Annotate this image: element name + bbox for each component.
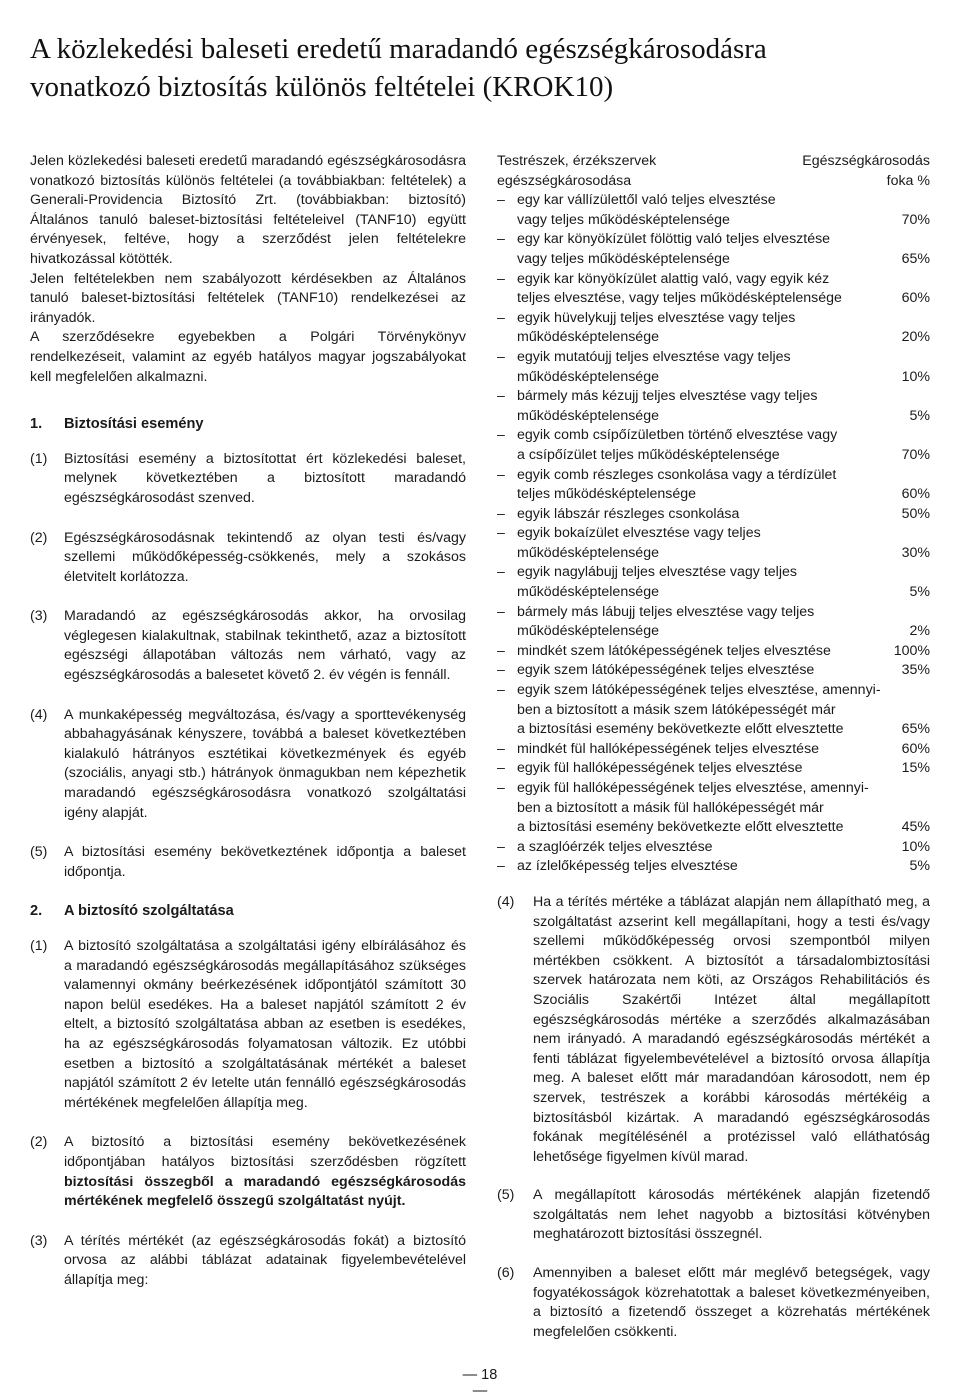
row-dash: – xyxy=(497,838,505,855)
table-row xyxy=(497,838,930,858)
clause-number: (5) xyxy=(497,1187,515,1204)
section-heading-2 xyxy=(30,902,466,922)
table-row xyxy=(497,622,930,642)
row-percentage: 65% xyxy=(901,721,930,738)
clause-number: (6) xyxy=(497,1265,515,1282)
row-description: egyik bokaízület elvesztése vagy teljes xyxy=(517,525,761,542)
row-percentage: 60% xyxy=(901,486,930,503)
row-percentage xyxy=(882,563,930,583)
clause-text: A biztosítási esemény bekövetkeztének időpontja a baleset időpontja. xyxy=(64,844,466,880)
table-row xyxy=(497,701,930,721)
row-dash xyxy=(497,250,517,270)
table-row xyxy=(497,230,930,250)
clause-text: Amennyiben a baleset előtt már meglévő betegségek, vagy fogyatékosságok közrehatottak a baleset következményeiben, a biztosító a fizetendő összeget a közrehatás mértékének megfelelően csökkenti. xyxy=(533,1265,930,1340)
row-description: vagy teljes működésképtelensége xyxy=(517,250,730,267)
table-row xyxy=(497,583,930,603)
row-dash xyxy=(497,544,517,564)
clause-item xyxy=(30,607,466,685)
clause-text: A térítés mértékét (az egészségkárosodás fokát) a biztosító orvosa az alábbi táblázat adatainak figyelembevételével állapítja meg: xyxy=(64,1232,466,1288)
row-description: egyik nagylábujj teljes elvesztése vagy teljes xyxy=(517,564,797,581)
table-row xyxy=(497,446,930,466)
row-percentage: 5% xyxy=(909,858,930,875)
section-heading-1 xyxy=(30,415,466,435)
row-dash: – xyxy=(497,525,505,542)
row-dash: – xyxy=(497,858,505,875)
row-percentage: 2% xyxy=(909,623,930,640)
table-row xyxy=(497,387,930,407)
row-description: egyik fül hallóképességének teljes elvesztése xyxy=(517,760,803,777)
page-number: — 18 — xyxy=(462,1367,498,1399)
table-row xyxy=(497,191,930,211)
row-dash xyxy=(497,818,517,838)
row-description: teljes elvesztése, vagy teljes működésképtelensége xyxy=(517,290,842,307)
row-description: mindkét fül hallóképességének teljes elvesztése xyxy=(517,740,820,757)
table-row xyxy=(497,505,930,525)
row-description: működésképtelensége xyxy=(517,584,659,601)
row-percentage xyxy=(882,426,930,446)
table-header-left-line: Testrészek, érzékszervek xyxy=(497,153,657,169)
clause-item xyxy=(30,843,466,882)
row-description: egyik comb részleges csonkolása vagy a térdízület xyxy=(517,466,837,483)
clause-text xyxy=(64,1133,466,1211)
row-percentage: 35% xyxy=(901,662,930,679)
row-percentage xyxy=(882,387,930,407)
table-row xyxy=(497,759,930,779)
row-description: ben a biztosított a másik szem látóképességét már xyxy=(517,701,836,718)
row-dash: – xyxy=(497,564,505,581)
row-description: a csípőízület teljes működésképtelensége xyxy=(517,446,780,463)
row-dash xyxy=(497,701,517,721)
row-percentage xyxy=(882,799,930,819)
row-percentage: 70% xyxy=(901,446,930,463)
table-row xyxy=(497,270,930,290)
clause-text: A megállapított károsodás mértékének alapján fizetendő szolgáltatás nem lehet nagyobb a biztosítási kötvényben meghatározott biztosítási összegnél. xyxy=(533,1187,930,1243)
section-title: Biztosítási esemény xyxy=(64,416,204,433)
row-description: bármely más lábujj teljes elvesztése vagy teljes xyxy=(517,603,815,620)
row-description: egy kar könyökízület fölöttig való teljes elvesztése xyxy=(517,231,831,248)
table-row xyxy=(497,681,930,701)
table-row xyxy=(497,250,930,270)
clause-number: (4) xyxy=(497,893,515,910)
row-dash: – xyxy=(497,192,505,209)
table-header-right-line: foka % xyxy=(886,172,930,189)
intro xyxy=(30,152,466,387)
row-dash: – xyxy=(497,760,505,777)
table-row xyxy=(497,799,930,819)
left-column xyxy=(30,152,466,1311)
row-percentage xyxy=(882,603,930,623)
row-percentage: 5% xyxy=(909,584,930,601)
row-dash: – xyxy=(497,662,505,679)
injury-table xyxy=(497,191,930,877)
clause-text: Biztosítási esemény a biztosítottat ért közlekedési baleset, melynek következtében a biztosított maradandó egészségkárosodást szenved. xyxy=(64,450,466,506)
row-percentage xyxy=(882,270,930,290)
table-row xyxy=(497,603,930,623)
row-description: vagy teljes működésképtelensége xyxy=(517,211,730,228)
title-line-2: vonatkozó biztosítás különös feltételei (KROK10) xyxy=(30,71,614,103)
page-title xyxy=(30,30,930,106)
row-percentage: 60% xyxy=(901,290,930,307)
row-dash: – xyxy=(497,505,505,522)
table-row xyxy=(497,642,930,662)
table-row xyxy=(497,407,930,427)
row-percentage: 10% xyxy=(901,838,930,855)
clause-number: (4) xyxy=(30,706,48,723)
clause-item xyxy=(30,529,466,588)
intro-paragraph: Jelen feltételekben nem szabályozott kérdésekben az Általános tanuló baleset-biztosítási feltételek (TANF10) rendelkezései az irányadók. xyxy=(30,270,466,326)
row-percentage: 45% xyxy=(901,819,930,836)
row-dash: – xyxy=(497,603,505,620)
row-percentage xyxy=(882,348,930,368)
row-percentage: 10% xyxy=(901,368,930,385)
clause-item xyxy=(30,1232,466,1291)
row-description: teljes működésképtelensége xyxy=(517,486,697,503)
row-description: egyik szem látóképességének teljes elvesztése, amennyi- xyxy=(517,682,881,699)
clause-number: (1) xyxy=(30,938,48,954)
clause-item xyxy=(30,706,466,824)
row-percentage xyxy=(882,466,930,486)
row-percentage: 60% xyxy=(901,740,930,757)
row-dash: – xyxy=(497,642,505,659)
row-description: működésképtelensége xyxy=(517,368,659,385)
table-row xyxy=(497,563,930,583)
row-description: egyik mutatóujj teljes elvesztése vagy teljes xyxy=(517,348,791,365)
clause-text-bold: biztosítási összegből a maradandó egészségkárosodás mértékének megfelelő összegű szolgáltatást nyújt. xyxy=(64,1173,466,1210)
table-header-left xyxy=(497,152,656,191)
table-row xyxy=(497,740,930,760)
table-row xyxy=(497,779,930,799)
row-description: a biztosítási esemény bekövetkezte előtt elvesztette xyxy=(517,819,844,836)
row-percentage: 20% xyxy=(901,329,930,346)
row-dash xyxy=(497,583,517,603)
table-row xyxy=(497,857,930,877)
section-number: 2. xyxy=(30,903,43,920)
row-dash: – xyxy=(497,231,505,248)
row-percentage xyxy=(882,681,930,701)
row-dash xyxy=(497,720,517,740)
row-percentage: 70% xyxy=(901,211,930,228)
row-description: ben a biztosított a másik fül hallóképességét már xyxy=(517,799,824,816)
table-row xyxy=(497,426,930,446)
row-description: egyik szem látóképességének teljes elvesztése xyxy=(517,662,815,679)
row-dash xyxy=(497,368,517,388)
row-dash: – xyxy=(497,348,505,365)
clause-text: Ha a térítés mértéke a táblázat alapján nem állapítható meg, a szolgáltatást azserint kell megállapítani, hogy a testi és/vagy szellemi működőképesség orvosi szempontból milyen mértékben csökkent. A biztosítót a társadalombiztosítási szervek határozata nem köti, az Országos Rehabilitációs és Szociális Szakértői Intézet által megállapított egészségkárosodás mértéke a szerződés alkalmazásában nem irányadó. A maradandó egészségkárosodás mértékét a fenti táblázat figyelembevételével a biztosító orvosa állapítja meg. A baleset előtt már maradandóan károsodott, nem ép szervek, testrészek a korábbi károsodás mértékéig a biztosításból kizártak. A maradandó egészségkárosodás fokának megítélésénél a protézissel való elláthatóság lehetősége figyelmen kívül marad. xyxy=(533,893,930,1165)
row-description: egyik lábszár részleges csonkolása xyxy=(517,505,740,522)
clause-text: A munkaképesség megváltozása, és/vagy a sporttevékenység abbahagyásának kényszere, továbbá a baleset következtében kialakuló hátrányos esztétikai következmények és egyéb (szociális, anyagi stb.) hátrányok önmagukban nem képezhetik maradandó egészségkárosodásra vonatkozó szolgáltatási igény alapját. xyxy=(64,706,466,821)
row-description: egyik fül hallóképességének teljes elvesztése, amennyi- xyxy=(517,780,869,796)
clause-text: Egészségkárosodásnak tekintendő az olyan testi és/vagy szellemi működőképesség-csökkenés, mely a szokásos életvitelt korlátozza. xyxy=(64,529,466,585)
row-dash xyxy=(497,622,517,642)
section-number: 1. xyxy=(30,416,43,433)
table-header-left-line: egészségkárosodása xyxy=(497,172,632,189)
clause-text: A biztosító szolgáltatása a szolgáltatási igény elbírálásához és a maradandó egészségkárosodás megállapításához szükséges valamennyi okmány beérkezésének időpontjától számított 30 napon belül esedékes. Ha a baleset napjától számított 2 év eltelt, a biztosító szolgáltatása abban az esetben is esedékes, ha az egészségkárosodás folyamatosan változik. Ez utóbbi esetben a biztosító a szolgáltatásának mértékét a baleset napjától számított 2 év letelte után fennálló egészségkárosodás mértékének megfelelően állapítja meg. xyxy=(64,938,466,1111)
table-row xyxy=(497,348,930,368)
table-header-right-line: Egészségkárosodás xyxy=(802,153,930,169)
row-description: mindkét szem látóképességének teljes elvesztése xyxy=(517,642,831,659)
row-dash: – xyxy=(497,388,505,405)
row-dash xyxy=(497,211,517,231)
title-line-1: A közlekedési baleseti eredetű maradandó egészségkárosodásra xyxy=(30,33,767,65)
row-dash: – xyxy=(497,466,505,483)
table-row xyxy=(497,661,930,681)
clause-item xyxy=(497,893,930,1167)
row-description: bármely más kézujj teljes elvesztése vagy teljes xyxy=(517,388,818,405)
row-dash xyxy=(497,799,517,819)
row-percentage xyxy=(882,524,930,544)
row-dash: – xyxy=(497,427,505,444)
row-dash xyxy=(497,328,517,348)
row-description: működésképtelensége xyxy=(517,544,659,561)
row-description: működésképtelensége xyxy=(517,329,659,346)
clause-number: (2) xyxy=(30,1134,48,1151)
row-percentage xyxy=(882,701,930,721)
table-row xyxy=(497,328,930,348)
row-dash xyxy=(497,446,517,466)
section-title: A biztosító szolgáltatása xyxy=(64,903,234,920)
clause-item xyxy=(30,1133,466,1211)
row-description: egyik kar könyökízület alattig való, vagy egyik kéz xyxy=(517,270,830,287)
row-dash xyxy=(497,407,517,427)
row-description: működésképtelensége xyxy=(517,623,659,640)
table-row xyxy=(497,309,930,329)
table-header xyxy=(497,152,930,191)
row-description: működésképtelensége xyxy=(517,407,659,424)
table-row xyxy=(497,485,930,505)
right-column xyxy=(497,152,930,1361)
clause-item xyxy=(497,1186,930,1245)
clause-number: (3) xyxy=(30,608,48,625)
row-description: a szaglóérzék teljes elvesztése xyxy=(517,838,713,855)
clause-number: (1) xyxy=(30,450,48,467)
clause-number: (5) xyxy=(30,844,48,861)
row-percentage xyxy=(882,191,930,211)
intro-paragraph: A szerződésekre egyebekben a Polgári Törvénykönyv rendelkezéseit, valamint az egyéb hatályos magyar jogszabályokat kell megfelelően alkalmazni. xyxy=(30,329,466,385)
clause-number: (3) xyxy=(30,1232,48,1249)
row-dash: – xyxy=(497,740,505,757)
row-percentage: 5% xyxy=(909,407,930,424)
row-percentage: 100% xyxy=(893,642,930,659)
row-percentage: 15% xyxy=(901,760,930,777)
row-percentage: 65% xyxy=(901,250,930,267)
row-description: egy kar vállízülettől való teljes elvesztése xyxy=(517,192,776,209)
row-percentage xyxy=(882,309,930,329)
table-header-right xyxy=(802,152,930,191)
row-description: az ízlelőképesség teljes elvesztése xyxy=(517,858,738,875)
table-row xyxy=(497,818,930,838)
row-dash: – xyxy=(497,682,505,699)
row-description: egyik comb csípőízületben történő elvesztése vagy xyxy=(517,427,838,444)
table-row xyxy=(497,289,930,309)
clause-number: (2) xyxy=(30,529,48,546)
row-description: a biztosítási esemény bekövetkezte előtt elvesztette xyxy=(517,721,844,738)
row-percentage: 50% xyxy=(901,505,930,522)
clause-text: Maradandó az egészségkárosodás akkor, ha orvosilag véglegesen kialakultnak, stabilnak tekinthető, azaz a biztosított egészségi állapotában változás nem várható, vagy az egészségkárosodás a balesetet követő 2. év végén is fennáll. xyxy=(64,608,466,684)
row-dash: – xyxy=(497,780,505,796)
table-row xyxy=(497,368,930,388)
row-percentage xyxy=(882,230,930,250)
row-description: egyik hüvelykujj teljes elvesztése vagy teljes xyxy=(517,309,796,326)
row-percentage: 30% xyxy=(901,544,930,561)
clause-item xyxy=(497,1264,930,1342)
clause-text-plain: A biztosító a biztosítási esemény bekövetkezésének időpontjában hatályos biztosítási szerződésben rögzített xyxy=(64,1134,466,1170)
clause-item xyxy=(30,450,466,509)
table-row xyxy=(497,720,930,740)
row-dash xyxy=(497,485,517,505)
row-percentage xyxy=(882,779,930,799)
row-dash: – xyxy=(497,270,505,287)
intro-paragraph: Jelen közlekedési baleseti eredetű maradandó egészségkárosodásra vonatkozó biztosítás különös feltételei (a továbbiakban: feltételek) a Generali-Providencia Biztosító Zrt. (továbbiakban: biztosító) Általános tanuló baleset-biztosítási feltételeivel (TANF10) együtt érvényesek, feltéve, hogy a szerződést jelen feltételekre hivatkozással kötötték. xyxy=(30,153,466,267)
table-row xyxy=(497,211,930,231)
table-row xyxy=(497,544,930,564)
clause-item xyxy=(30,937,466,1113)
table-row xyxy=(497,524,930,544)
row-dash: – xyxy=(497,309,505,326)
row-dash xyxy=(497,289,517,309)
table-row xyxy=(497,466,930,486)
